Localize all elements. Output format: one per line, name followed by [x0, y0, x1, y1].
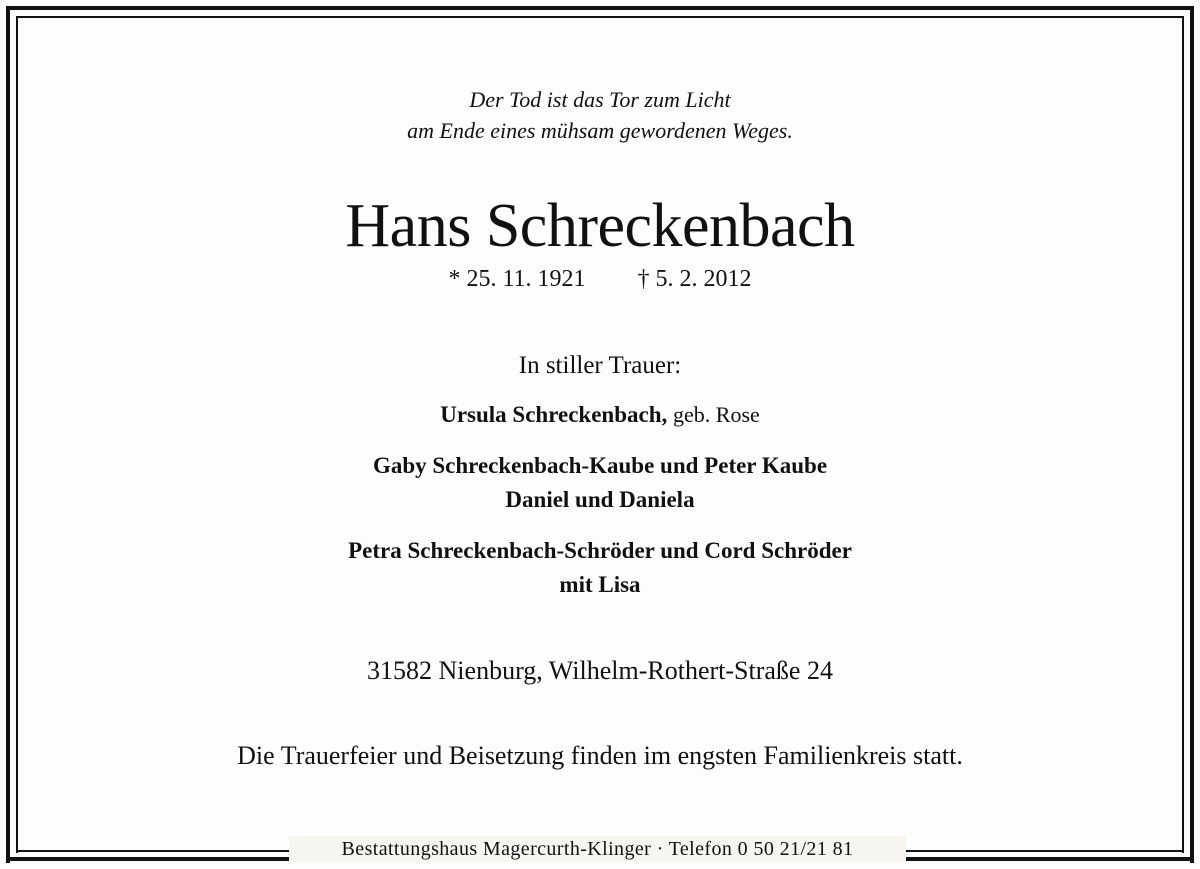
- widow-name: Ursula Schreckenbach,: [440, 402, 668, 427]
- mourner-family-2: Petra Schreckenbach-Schröder und Cord Schröder: [348, 538, 852, 563]
- bottom-border-left: [6, 857, 289, 861]
- mourner-family-1: Gaby Schreckenbach-Kaube und Peter Kaube: [372, 453, 828, 478]
- bottom-inner-border-right: [906, 850, 1184, 852]
- motto-line-1: Der Tod ist das Tor zum Licht: [469, 87, 731, 112]
- death-date: † 5. 2. 2012: [637, 266, 752, 292]
- life-dates: [0, 264, 1200, 294]
- bottom-inner-border-left: [16, 850, 289, 852]
- mourning-intro: In stiller Trauer:: [518, 352, 682, 379]
- bottom-border-right: [906, 857, 1194, 861]
- funeral-notice: Die Trauerfeier und Beisetzung finden im engsten Familienkreis statt.: [237, 741, 963, 770]
- funeral-home-footer: Bestattungshaus Magercurth-Klinger · Telefon 0 50 21/21 81: [289, 836, 906, 862]
- widow-maiden-name: geb. Rose: [673, 402, 760, 427]
- motto-line-2: am Ende eines mühsam gewordenen Weges.: [407, 118, 793, 143]
- mourner-family-2-children: mit Lisa: [559, 572, 641, 597]
- mourner-family-1-children: Daniel und Daniela: [505, 487, 695, 512]
- birth-date: * 25. 11. 1921: [448, 266, 586, 292]
- deceased-name: Hans Schreckenbach: [345, 192, 855, 260]
- address: 31582 Nienburg, Wilhelm-Rothert-Straße 24: [367, 656, 833, 685]
- mourner-widow: [0, 398, 1200, 432]
